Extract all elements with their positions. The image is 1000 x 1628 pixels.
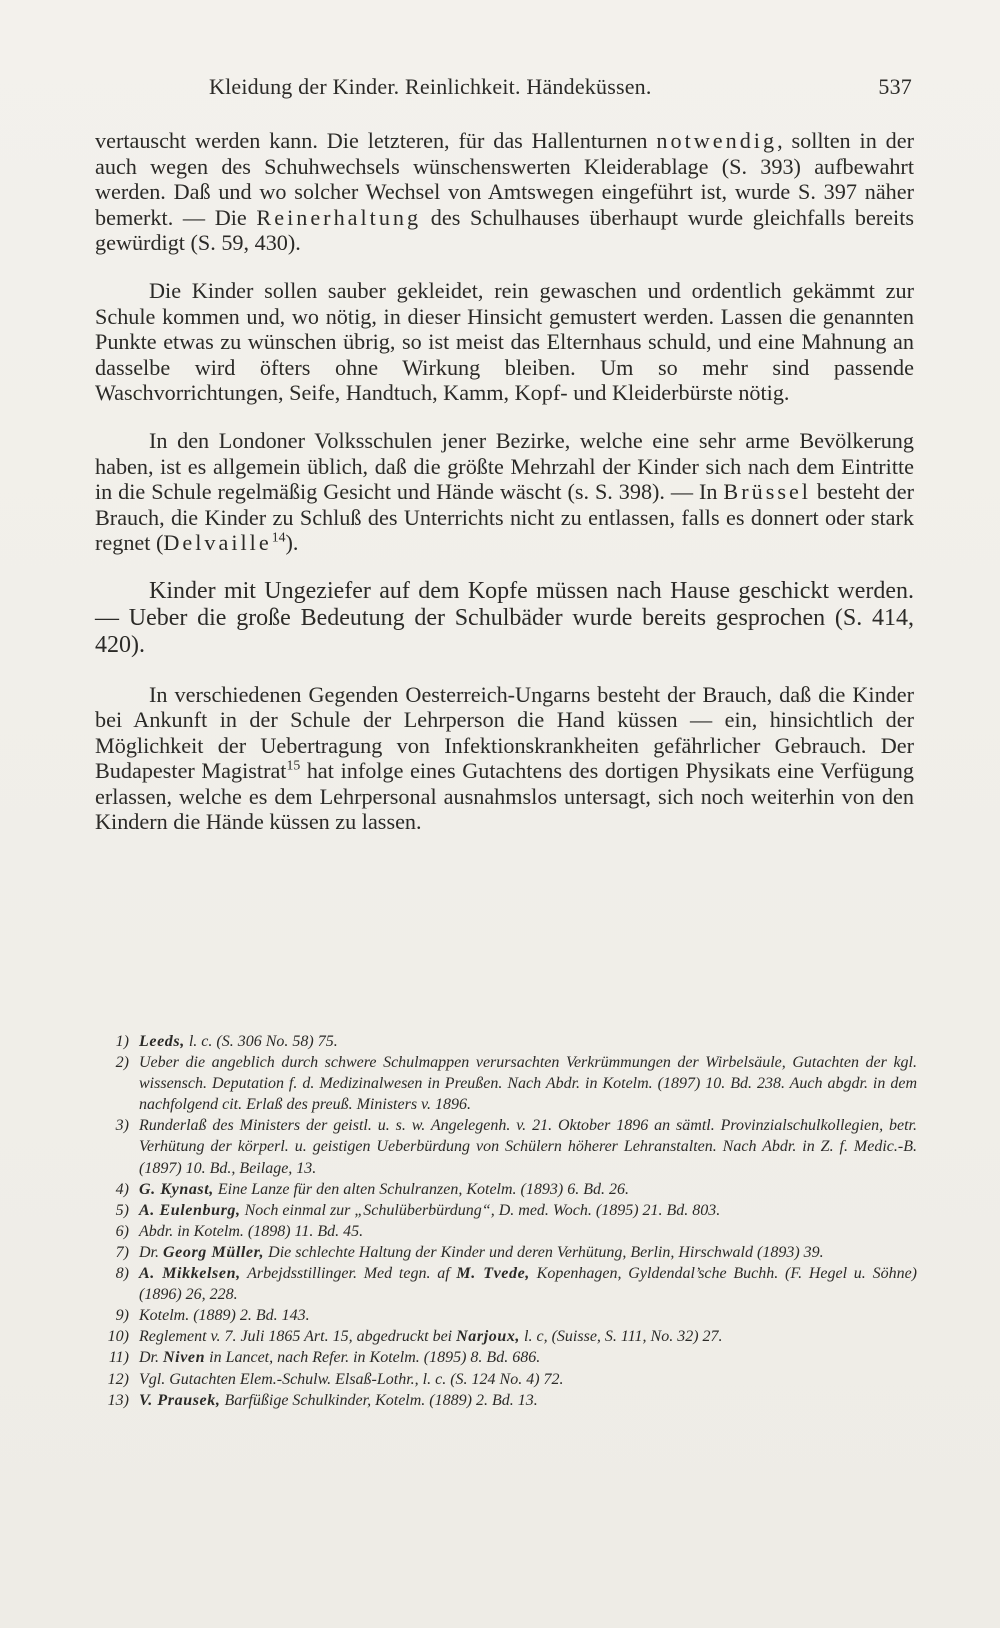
paragraph [95, 128, 914, 256]
footnote-number: 6) [115, 1222, 129, 1240]
text-run: Dr. [139, 1349, 164, 1367]
spaced-emphasis: Delvaille [163, 530, 272, 556]
footnote [95, 1115, 917, 1178]
spaced-emphasis: Reinerhaltung [256, 204, 422, 230]
footnote [95, 1263, 917, 1305]
footnote [95, 1221, 917, 1242]
footnote-number: 9) [115, 1307, 129, 1325]
footnote-number: 1) [115, 1033, 129, 1050]
text-run: In verschiedenen Gegenden Oesterreich-Ungarns besteht der Brauch, daß die Kinder bei Ankunft in der Schule der Lehrperson die Hand küssen — ein, hinsichtlich der Möglichkeit der Uebertragung von Infektionskrankheiten gefährlicher Gebrauch. Der Budapester Magistrat [95, 681, 914, 784]
footnote [95, 1052, 917, 1115]
text-run: Kinder mit Ungeziefer auf dem Kopfe müssen nach Hause geschickt werden. — Ueber die große Bedeutung der Schulbäder wurde bereits gesprochen (S. 414, 420). [95, 577, 914, 659]
paragraph [95, 578, 914, 660]
footnote-number: 11) [108, 1349, 129, 1367]
page-number: 537 [878, 74, 912, 99]
footnote [95, 1242, 917, 1263]
text-run: In den Londoner Volksschulen jener Bezirke, welche eine sehr arme Bevölkerung haben, ist es allgemein üblich, daß die größte Mehrzahl der Kinder sich nach dem Eintritte in die Schule regelmäßig Gesicht und Hände wäscht (s. S. 398). — In [95, 427, 914, 505]
text-run: Kotelm. (1889) 2. Bd. 143. [139, 1307, 310, 1325]
text-run: des Schulhauses überhaupt wurde gleichfalls bereits gewürdigt (S. 59, 430). [95, 204, 914, 256]
footnote-number: 4) [115, 1180, 129, 1198]
footnote-reference: 14 [271, 529, 286, 545]
text-run: Abdr. in Kotelm. (1898) 11. Bd. 45. [139, 1222, 364, 1240]
author-name: Narjoux, [456, 1328, 521, 1346]
text-run: Kopenhagen, Gyldendal’sche Buchh. (F. Hegel u. Söhne) (1896) 26, 228. [139, 1265, 917, 1304]
footnote [95, 1031, 917, 1052]
footnote [95, 1326, 917, 1347]
footnote-number: 10) [107, 1328, 129, 1346]
running-header [95, 74, 912, 104]
footnote-number: 5) [115, 1201, 129, 1219]
paragraph [95, 428, 914, 556]
footnote-number: 3) [115, 1117, 129, 1135]
author-name: V. Prausek, [139, 1391, 221, 1409]
text-run: vertauscht werden kann. Die letzteren, für das Hallenturnen [95, 128, 657, 153]
author-name: Niven [163, 1349, 206, 1367]
author-name: M. Tvede, [456, 1265, 530, 1283]
text-run: l. c, (Suisse, S. 111, No. 32) 27. [520, 1328, 723, 1346]
text-run: l. c. (S. 306 No. 58) 75. [184, 1033, 338, 1050]
footnote-number: 7) [115, 1243, 129, 1261]
running-title: Kleidung der Kinder. Reinlichkeit. Händeküssen. [209, 74, 652, 99]
author-name: A. Mikkelsen, [139, 1265, 241, 1283]
spaced-emphasis: Brüssel [723, 479, 811, 505]
text-run: Die schlechte Haltung der Kinder und deren Verhütung, Berlin, Hirschwald (1893) 39. [264, 1243, 824, 1261]
text-run: Die Kinder sollen sauber gekleidet, rein gewaschen und ordentlich gekämmt zur Schule kommen und, wo nötig, in dieser Hinsicht gemustert werden. Lassen die genannten Punkte etwas zu wünschen übrig, so ist meist das Elternhaus schuld, und eine Mahnung an dasselbe wird öfters ohne Wirkung bleiben. Um so mehr sind passende Waschvorrichtungen, Seife, Handtuch, Kamm, Kopf- und Kleiderbürste nötig. [95, 277, 914, 406]
main-text [95, 128, 914, 835]
text-run: Vgl. Gutachten Elem.-Schulw. Elsaß-Lothr., l. c. (S. 124 No. 4) 72. [139, 1370, 564, 1388]
author-name: A. Eulenburg, [139, 1201, 241, 1219]
text-run: Barfüßige Schulkinder, Kotelm. (1889) 2. Bd. 13. [220, 1391, 538, 1409]
footnote-number: 12) [107, 1370, 129, 1388]
footnote [95, 1347, 917, 1368]
text-run: Noch einmal zur „Schulüberbürdung“, D. med. Woch. (1895) 21. Bd. 803. [240, 1201, 721, 1219]
footnote-reference: 15 [286, 757, 301, 773]
text-run: in Lancet, nach Refer. in Kotelm. (1895) 8. Bd. 686. [205, 1349, 541, 1367]
spaced-emphasis: notwendig [656, 128, 778, 153]
footnote [95, 1305, 917, 1326]
footnote [95, 1200, 917, 1221]
text-run: hat infolge eines Gutachtens des dortigen Physikats eine Verfügung erlassen, welche es dem Lehrpersonal ausnahmslos untersagt, sich noch weiterhin von den Kindern die Hände küssen zu lassen. [95, 758, 914, 835]
footnotes [95, 1031, 917, 1411]
paragraph [95, 278, 914, 406]
text-run: Ueber die angeblich durch schwere Schulmappen verursachten Verkrümmungen der Wirbelsäule, Gutachten der kgl. wissensch. Deputation f. d. Medizinalwesen in Preußen. Nach Abdr. in Kotelm. (1897) 10. Bd. 238. Auch abgdr. in dem nachfolgend cit. Erlaß des preuß. Ministers v. 1896. [139, 1054, 917, 1114]
text-run: Runderlaß des Ministers der geistl. u. s. w. Angelegenh. v. 21. Oktober 1896 an sämtl. Provinzialschulkollegien, betr. Verhütung der körperl. u. geistigen Ueberbürdung von Schülern höherer Lehranstalten. Nach Abdr. in Z. f. Medic.-B. (1897) 10. Bd., Beilage, 13. [139, 1117, 917, 1177]
text-run: ). [285, 530, 299, 556]
author-name: Leeds, [139, 1033, 185, 1050]
text-run: Arbejdsstillinger. Med tegn. af [240, 1265, 457, 1283]
footnote-number: 8) [115, 1265, 129, 1283]
text-run: Dr. [139, 1243, 164, 1261]
author-name: G. Kynast, [139, 1180, 214, 1198]
text-run: , sollten in der auch wegen des Schuhwechsels wünschenswerten Kleiderablage (S. 393) aufbewahrt werden. Daß und wo solcher Wechsel von Amtswegen eingeführt ist, wurde S. 397 näher bemerkt. — Die [95, 128, 914, 230]
text-run: Reglement v. 7. Juli 1865 Art. 15, abgedruckt bei [139, 1328, 457, 1346]
footnote-number: 2) [115, 1054, 129, 1072]
text-run: Eine Lanze für den alten Schulranzen, Kotelm. (1893) 6. Bd. 26. [213, 1180, 629, 1198]
author-name: Georg Müller, [163, 1243, 265, 1261]
footnote [95, 1369, 917, 1390]
footnote [95, 1179, 917, 1200]
footnote-number: 13) [107, 1391, 129, 1409]
paragraph [95, 682, 914, 836]
text-run: besteht der Brauch, die Kinder zu Schluß des Unterrichts nicht zu entlassen, falls es donnert oder stark regnet ( [95, 479, 914, 556]
footnote [95, 1390, 917, 1411]
